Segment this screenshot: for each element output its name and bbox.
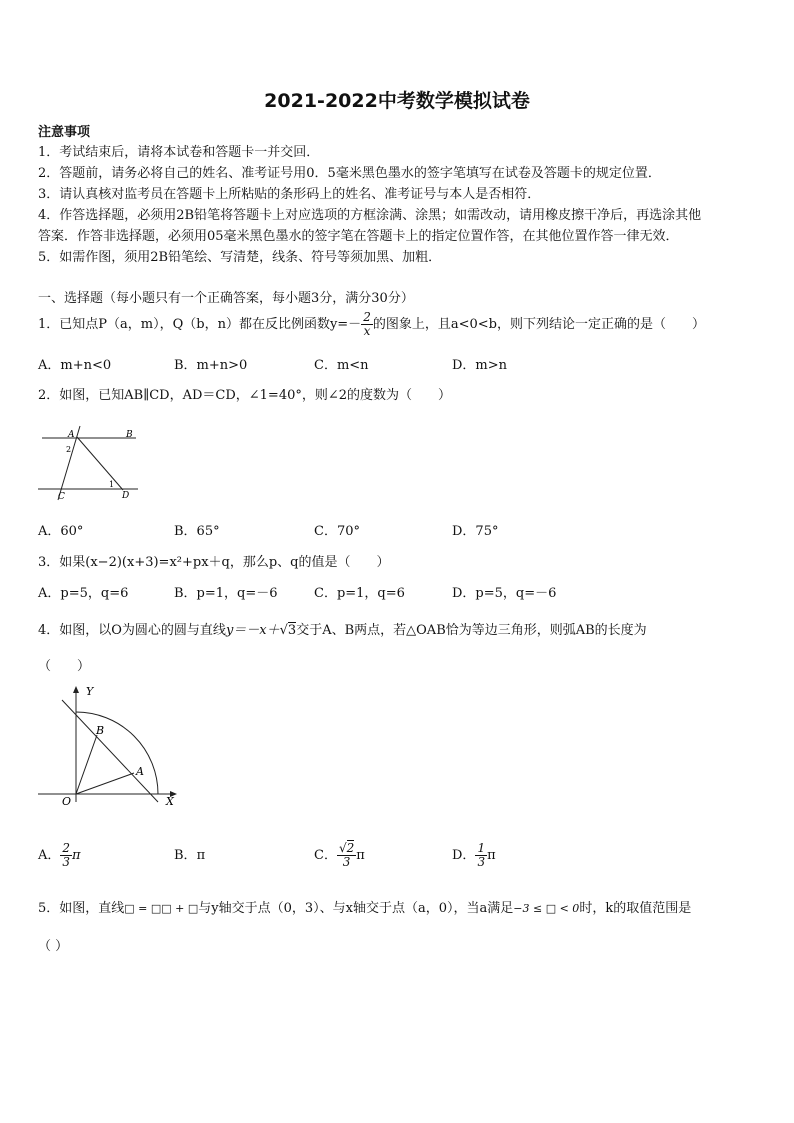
q4-paren: （ ）: [38, 659, 91, 674]
segment-ad: [77, 437, 123, 490]
q4-option-c: [314, 834, 365, 878]
pi-symbol: π: [196, 848, 206, 863]
q3-option-d: D．p=5，q=－6: [452, 586, 557, 601]
frac-num: √2: [338, 841, 355, 855]
segment-ob: [76, 735, 97, 794]
q5-pre: 5．如图，直线: [38, 901, 125, 916]
pi-symbol: π: [487, 848, 496, 863]
q5-paren: （ ）: [38, 939, 69, 954]
question-4: [38, 619, 647, 638]
q4-option-b: [174, 834, 205, 878]
q4-opt-b-label: B．: [174, 848, 197, 863]
q1-frac-den: x: [363, 324, 371, 338]
section-heading: 一、选择题（每小题只有一个正确答案，每小题3分，满分30分）: [38, 291, 414, 306]
question-5: [38, 897, 691, 916]
q5-line-expr: □ = □□ + □: [124, 902, 199, 915]
q2-option-b: B．65°: [174, 524, 220, 539]
q4-opt-a-frac: [60, 842, 72, 869]
notice-item: 1．考试结束后，请将本试卷和答题卡一并交回．: [38, 145, 320, 160]
q3-option-a: A．p=5，q=6: [38, 586, 129, 601]
q4-option-d: [452, 834, 496, 878]
label-angle-2: 2: [66, 445, 72, 454]
notice-item: 4．作答选择题，必须用2B铅笔将答题卡上对应选项的方框涂满、涂黑；如需改动，请用橡皮擦干净后，再选涂其他: [38, 208, 702, 223]
label-x: X: [166, 795, 174, 808]
q5-mid: 与y轴交于点（0，3）、与x轴交于点（a，0），当a满足: [198, 901, 514, 916]
q5-post: 时，k的取值范围是: [579, 901, 692, 916]
q1-fraction: [361, 311, 373, 338]
q4-opt-c-frac: [337, 842, 356, 869]
q4-opt-c-label: C．: [314, 848, 337, 863]
question-3: 3．如果(x−2)(x+3)=x²+px＋q，那么p、q的值是（ ）: [38, 555, 390, 570]
segment-oa: [76, 773, 134, 794]
label-c: C: [58, 492, 65, 502]
circle-arc: [76, 712, 158, 794]
notice-item: 3．请认真核对监考员在答题卡上所粘贴的条形码上的姓名、准考证号与本人是否相符．: [38, 187, 541, 202]
sqrt-sign: √: [279, 623, 288, 638]
q1-frac-num: 2: [363, 310, 371, 324]
label-b: B: [96, 724, 105, 737]
question-2: 2．如图，已知AB∥CD，AD＝CD，∠1=40°，则∠2的度数为（ ）: [38, 388, 452, 403]
q2-option-d: D．75°: [452, 524, 499, 539]
q1-pre: 1．已知点P（a，m），Q（b，n）都在反比例函数y=－: [38, 317, 362, 332]
frac-den: 3: [62, 855, 71, 869]
notice-item: 2．答题前，请务必将自己的姓名、准考证号用0．5毫米黑色墨水的签字笔填写在试卷及答题卡的规定位置．: [38, 166, 661, 181]
label-d: D: [122, 491, 130, 501]
q3-option-c: C．p=1，q=6: [314, 586, 405, 601]
q2-figure: [34, 422, 144, 504]
q2-option-a: A．60°: [38, 524, 84, 539]
y-axis-arrow: [73, 686, 79, 693]
q4-pre: 4．如图，以O为圆心的圆与直线: [38, 623, 226, 638]
label-a: A: [68, 430, 75, 440]
q1-option-a: A．m+n<0: [38, 358, 112, 373]
page-title: 2021-2022中考数学模拟试卷: [264, 90, 530, 112]
q5-condition: −3 ≤ □ < 0: [513, 902, 580, 915]
q1-option-b: B．m+n>0: [174, 358, 248, 373]
frac-num: 2: [62, 841, 71, 855]
q4-opt-d-label: D．: [452, 848, 476, 863]
question-1: [38, 310, 705, 340]
q4-figure: [34, 684, 184, 808]
q1-option-c: C．m<n: [314, 358, 369, 373]
frac-num: 1: [477, 841, 486, 855]
q4-post: 交于A、B两点，若△OAB恰为等边三角形，则弧AB的长度为: [296, 623, 647, 638]
label-b: B: [126, 430, 133, 440]
sqrt-arg: 2: [346, 841, 355, 855]
label-angle-1: 1: [109, 480, 115, 489]
label-o: O: [62, 795, 72, 808]
q4-sqrt-arg: 3: [287, 623, 297, 638]
q1-post: 的图象上，且a<0<b，则下列结论一定正确的是（ ）: [372, 317, 705, 332]
pi-symbol: π: [72, 848, 81, 863]
q1-option-d: D．m>n: [452, 358, 508, 373]
pi-symbol: π: [356, 848, 365, 863]
q2-option-c: C．70°: [314, 524, 360, 539]
frac-den: 3: [477, 855, 486, 869]
q4-line-expr: y＝－x＋: [225, 623, 280, 638]
label-y: Y: [86, 685, 94, 698]
label-a: A: [136, 765, 144, 778]
q4-opt-d-frac: [475, 842, 487, 869]
q4-option-a: [38, 834, 81, 878]
frac-den: 3: [342, 855, 351, 869]
q3-option-b: B．p=1，q=－6: [174, 586, 278, 601]
q4-opt-a-label: A．: [38, 848, 61, 863]
notice-heading: 注意事项: [38, 125, 91, 140]
notice-item: 5．如需作图，须用2B铅笔绘、写清楚，线条、符号等须加黑、加粗．: [38, 250, 442, 265]
notice-item: 答案．作答非选择题，必须用05毫米黑色墨水的签字笔在答题卡上的指定位置作答，在其他位置作答一律无效．: [38, 229, 679, 244]
